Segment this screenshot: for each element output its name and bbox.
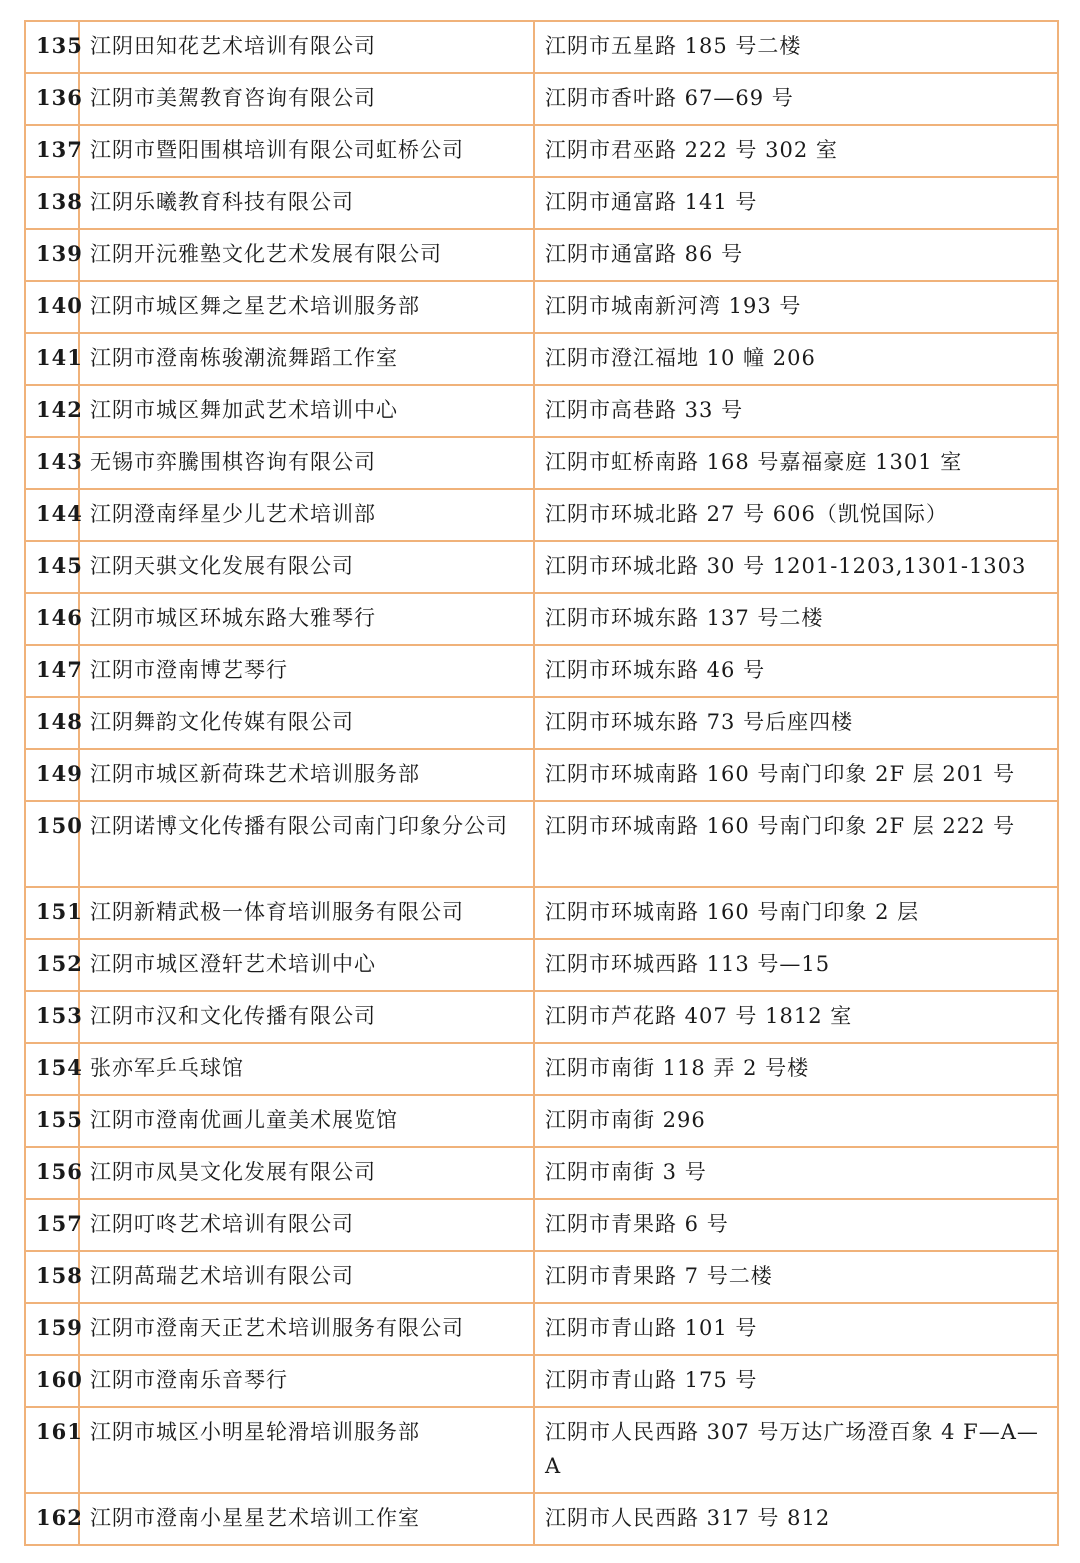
row-number: 135 — [25, 21, 79, 73]
institution-address: 江阴市青山路 175 号 — [534, 1355, 1058, 1407]
row-number: 146 — [25, 593, 79, 645]
institution-address: 江阴市环城南路 160 号南门印象 2F 层 201 号 — [534, 749, 1058, 801]
institution-name: 江阴市城区环城东路大雅琴行 — [79, 593, 534, 645]
institution-address: 江阴市青山路 101 号 — [534, 1303, 1058, 1355]
row-number: 136 — [25, 73, 79, 125]
table-row — [25, 645, 1058, 697]
row-number: 157 — [25, 1199, 79, 1251]
institution-address: 江阴市青果路 7 号二楼 — [534, 1251, 1058, 1303]
table-row — [25, 281, 1058, 333]
table-row — [25, 1147, 1058, 1199]
row-number: 158 — [25, 1251, 79, 1303]
institution-name: 江阴市澄南小星星艺术培训工作室 — [79, 1493, 534, 1545]
institution-name: 江阴市凤昊文化发展有限公司 — [79, 1147, 534, 1199]
table-row — [25, 887, 1058, 939]
table-row — [25, 1493, 1058, 1545]
row-number: 140 — [25, 281, 79, 333]
institution-name: 江阴乐曦教育科技有限公司 — [79, 177, 534, 229]
table-row — [25, 489, 1058, 541]
institution-name: 江阴市澄南乐音琴行 — [79, 1355, 534, 1407]
institution-name: 江阴市城区舞之星艺术培训服务部 — [79, 281, 534, 333]
institution-address: 江阴市通富路 141 号 — [534, 177, 1058, 229]
row-number: 139 — [25, 229, 79, 281]
table-row — [25, 749, 1058, 801]
table-row — [25, 177, 1058, 229]
institution-address: 江阴市环城东路 46 号 — [534, 645, 1058, 697]
institution-name: 无锡市弈騰围棋咨询有限公司 — [79, 437, 534, 489]
table-row — [25, 801, 1058, 887]
institution-name: 江阴市澄南栋骏潮流舞蹈工作室 — [79, 333, 534, 385]
institution-name: 江阴市美駕教育咨询有限公司 — [79, 73, 534, 125]
institution-name: 江阴田知花艺术培训有限公司 — [79, 21, 534, 73]
table-row — [25, 991, 1058, 1043]
institution-name: 江阴市澄南优画儿童美术展览馆 — [79, 1095, 534, 1147]
institution-address: 江阴市五星路 185 号二楼 — [534, 21, 1058, 73]
institution-name: 江阴萵瑞艺术培训有限公司 — [79, 1251, 534, 1303]
institution-address: 江阴市芦花路 407 号 1812 室 — [534, 991, 1058, 1043]
institution-name: 江阴诺博文化传播有限公司南门印象分公司 — [79, 801, 534, 887]
row-number: 138 — [25, 177, 79, 229]
row-number: 149 — [25, 749, 79, 801]
table-row — [25, 1251, 1058, 1303]
institution-table — [24, 20, 1059, 1546]
institution-address: 江阴市环城南路 160 号南门印象 2 层 — [534, 887, 1058, 939]
row-number: 154 — [25, 1043, 79, 1095]
institution-address: 江阴市环城北路 30 号 1201-1203,1301-1303 — [534, 541, 1058, 593]
institution-name: 江阴市暨阳围棋培训有限公司虹桥公司 — [79, 125, 534, 177]
institution-address: 江阴市澄江福地 10 幢 206 — [534, 333, 1058, 385]
row-number: 147 — [25, 645, 79, 697]
table-body — [25, 21, 1058, 1545]
row-number: 144 — [25, 489, 79, 541]
row-number: 145 — [25, 541, 79, 593]
row-number: 156 — [25, 1147, 79, 1199]
institution-address: 江阴市高巷路 33 号 — [534, 385, 1058, 437]
table-row — [25, 1355, 1058, 1407]
table-row — [25, 229, 1058, 281]
row-number: 162 — [25, 1493, 79, 1545]
row-number: 155 — [25, 1095, 79, 1147]
institution-address: 江阴市君巫路 222 号 302 室 — [534, 125, 1058, 177]
institution-address: 江阴市环城西路 113 号—15 — [534, 939, 1058, 991]
institution-name: 张亦军乒乓球馆 — [79, 1043, 534, 1095]
institution-address: 江阴市环城北路 27 号 606（凯悦国际） — [534, 489, 1058, 541]
table-row — [25, 437, 1058, 489]
table-row — [25, 541, 1058, 593]
row-number: 151 — [25, 887, 79, 939]
institution-address: 江阴市人民西路 307 号万达广场澄百象 4 F—A—A — [534, 1407, 1058, 1493]
row-number: 137 — [25, 125, 79, 177]
institution-name: 江阴市城区澄轩艺术培训中心 — [79, 939, 534, 991]
institution-address: 江阴市通富路 86 号 — [534, 229, 1058, 281]
table-row — [25, 939, 1058, 991]
row-number: 159 — [25, 1303, 79, 1355]
table-row — [25, 1303, 1058, 1355]
institution-name: 江阴市汉和文化传播有限公司 — [79, 991, 534, 1043]
institution-address: 江阴市环城东路 137 号二楼 — [534, 593, 1058, 645]
row-number: 143 — [25, 437, 79, 489]
institution-address: 江阴市环城东路 73 号后座四楼 — [534, 697, 1058, 749]
row-number: 141 — [25, 333, 79, 385]
institution-address: 江阴市青果路 6 号 — [534, 1199, 1058, 1251]
table-row — [25, 1095, 1058, 1147]
row-number: 161 — [25, 1407, 79, 1493]
institution-name: 江阴澄南绎星少儿艺术培训部 — [79, 489, 534, 541]
institution-address: 江阴市南街 118 弄 2 号楼 — [534, 1043, 1058, 1095]
document-page — [24, 20, 1057, 1546]
institution-address: 江阴市南街 296 — [534, 1095, 1058, 1147]
table-row — [25, 333, 1058, 385]
row-number: 142 — [25, 385, 79, 437]
institution-address: 江阴市香叶路 67—69 号 — [534, 73, 1058, 125]
table-row — [25, 1043, 1058, 1095]
institution-name: 江阴市城区小明星轮滑培训服务部 — [79, 1407, 534, 1493]
institution-name: 江阴市城区新荷珠艺术培训服务部 — [79, 749, 534, 801]
table-row — [25, 73, 1058, 125]
table-row — [25, 1199, 1058, 1251]
row-number: 160 — [25, 1355, 79, 1407]
institution-name: 江阴市澄南博艺琴行 — [79, 645, 534, 697]
institution-name: 江阴市城区舞加武艺术培训中心 — [79, 385, 534, 437]
institution-name: 江阴市澄南天正艺术培训服务有限公司 — [79, 1303, 534, 1355]
institution-address: 江阴市城南新河湾 193 号 — [534, 281, 1058, 333]
institution-address: 江阴市虹桥南路 168 号嘉福豪庭 1301 室 — [534, 437, 1058, 489]
row-number: 150 — [25, 801, 79, 887]
institution-name: 江阴天骐文化发展有限公司 — [79, 541, 534, 593]
table-row — [25, 1407, 1058, 1493]
table-row — [25, 21, 1058, 73]
institution-address: 江阴市环城南路 160 号南门印象 2F 层 222 号 — [534, 801, 1058, 887]
table-row — [25, 697, 1058, 749]
table-row — [25, 125, 1058, 177]
institution-address: 江阴市人民西路 317 号 812 — [534, 1493, 1058, 1545]
institution-address: 江阴市南街 3 号 — [534, 1147, 1058, 1199]
row-number: 148 — [25, 697, 79, 749]
table-row — [25, 385, 1058, 437]
institution-name: 江阴新精武极一体育培训服务有限公司 — [79, 887, 534, 939]
row-number: 152 — [25, 939, 79, 991]
institution-name: 江阴叮咚艺术培训有限公司 — [79, 1199, 534, 1251]
row-number: 153 — [25, 991, 79, 1043]
table-row — [25, 593, 1058, 645]
institution-name: 江阴舞韵文化传媒有限公司 — [79, 697, 534, 749]
institution-name: 江阴开沅雅塾文化艺术发展有限公司 — [79, 229, 534, 281]
